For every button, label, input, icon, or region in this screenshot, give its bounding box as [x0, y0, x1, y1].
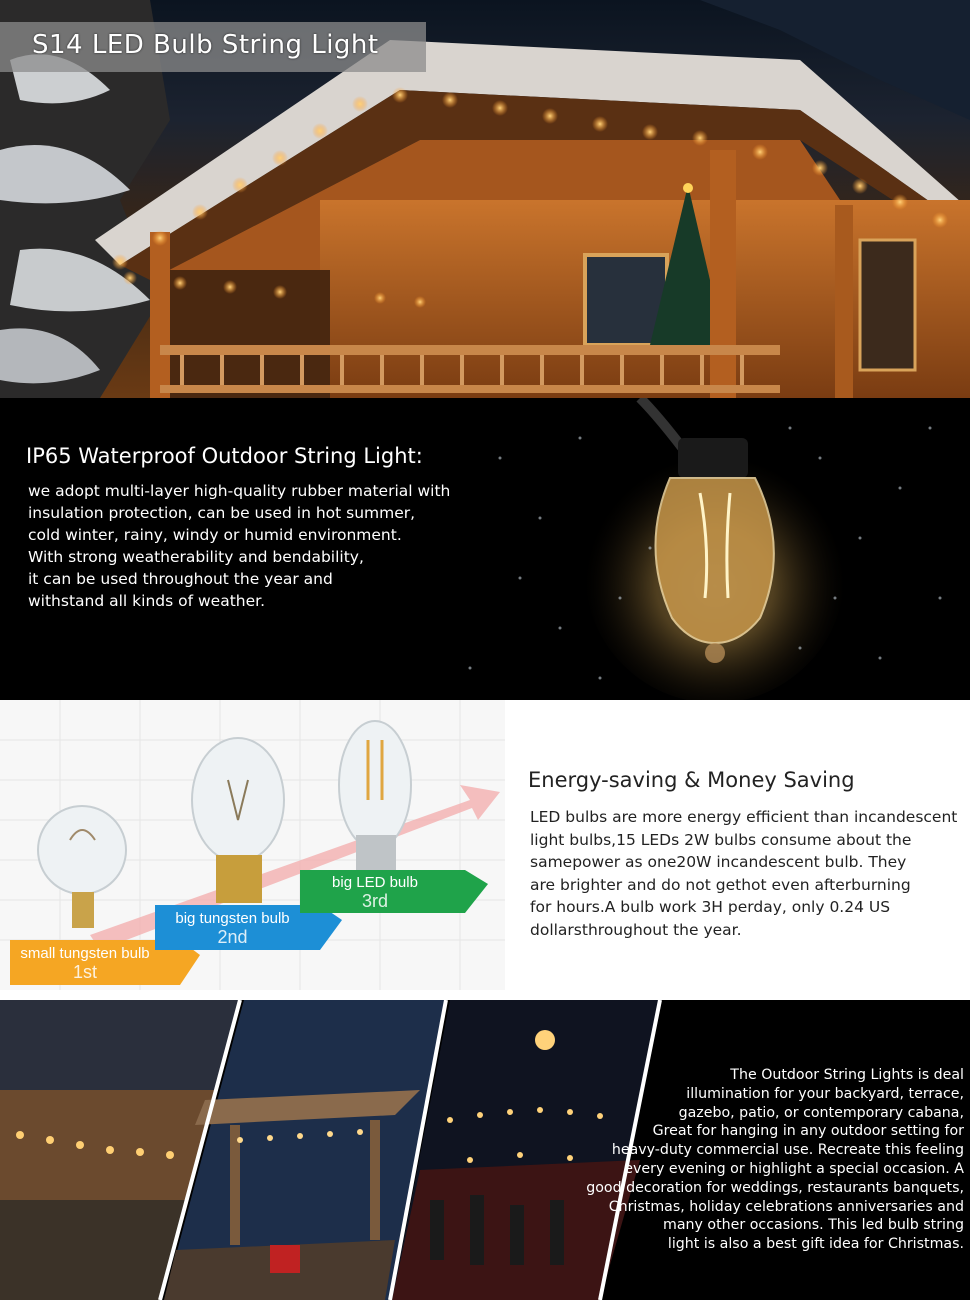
tag-rank: 1st	[72, 962, 97, 982]
tag-label: big LED bulb	[332, 874, 418, 891]
energy-title: Energy-saving & Money Saving	[528, 768, 855, 792]
text-line: many other occasions. This led bulb string	[663, 1217, 964, 1234]
hero-title: S14 LED Bulb String Light	[32, 30, 379, 60]
text-line: good decoration for weddings, restaurants banquets,	[586, 1179, 964, 1196]
outdoor-section	[0, 1000, 970, 1300]
outdoor-description	[584, 1066, 964, 1254]
text-line: samepower as one20W incandescent bulb. They	[530, 853, 907, 871]
text-line: for hours.A bulb work 3H perday, only 0.24 US	[530, 898, 891, 916]
text-line: Christmas, holiday celebrations anniversaries and	[608, 1198, 964, 1215]
text-line: we adopt multi-layer high-quality rubber material with	[28, 482, 451, 500]
waterproof-description	[28, 480, 458, 612]
hero-banner	[0, 0, 970, 398]
tag-label: small tungsten bulb	[20, 945, 150, 962]
text-line: illumination for your backyard, terrace,	[686, 1085, 964, 1102]
waterproof-title: IP65 Waterproof Outdoor String Light:	[26, 444, 423, 468]
tag-label: big tungsten bulb	[175, 910, 290, 927]
text-line: every evening or highlight a special occasion. A	[624, 1160, 964, 1177]
waterproof-section	[0, 398, 970, 700]
text-line: The Outdoor String Lights is deal	[730, 1067, 964, 1083]
text-line: dollarsthroughout the year.	[530, 920, 742, 939]
text-line: Great for hanging in any outdoor setting for	[652, 1123, 964, 1140]
text-line: light is also a best gift idea for Christmas.	[667, 1236, 964, 1253]
tag-rank: 2nd	[217, 927, 248, 947]
text-line: insulation protection, can be used in hot summer,	[28, 504, 416, 522]
rank-tag-big-led	[300, 874, 450, 912]
rank-tag-small-tungsten	[10, 945, 160, 983]
text-line: it can be used throughout the year and	[28, 570, 333, 588]
text-line: withstand all kinds of weather.	[28, 592, 266, 610]
text-line: LED bulbs are more energy efficient than incandescent	[530, 808, 958, 826]
energy-section	[0, 700, 970, 1000]
tag-rank: 3rd	[361, 891, 388, 911]
energy-description	[530, 806, 957, 941]
text-line: cold winter, rainy, windy or humid environment.	[28, 526, 402, 544]
text-line: With strong weatherability and bendability,	[28, 548, 364, 566]
text-line: light bulbs,15 LEDs 2W bulbs consume about the	[530, 830, 912, 849]
text-line: gazebo, patio, or contemporary cabana,	[678, 1104, 964, 1121]
rank-tag-big-tungsten	[160, 910, 305, 948]
text-line: heavy-duty commercial use. Recreate this feeling	[611, 1142, 964, 1159]
text-line: are brighter and do not gethot even afterburning	[530, 875, 911, 894]
